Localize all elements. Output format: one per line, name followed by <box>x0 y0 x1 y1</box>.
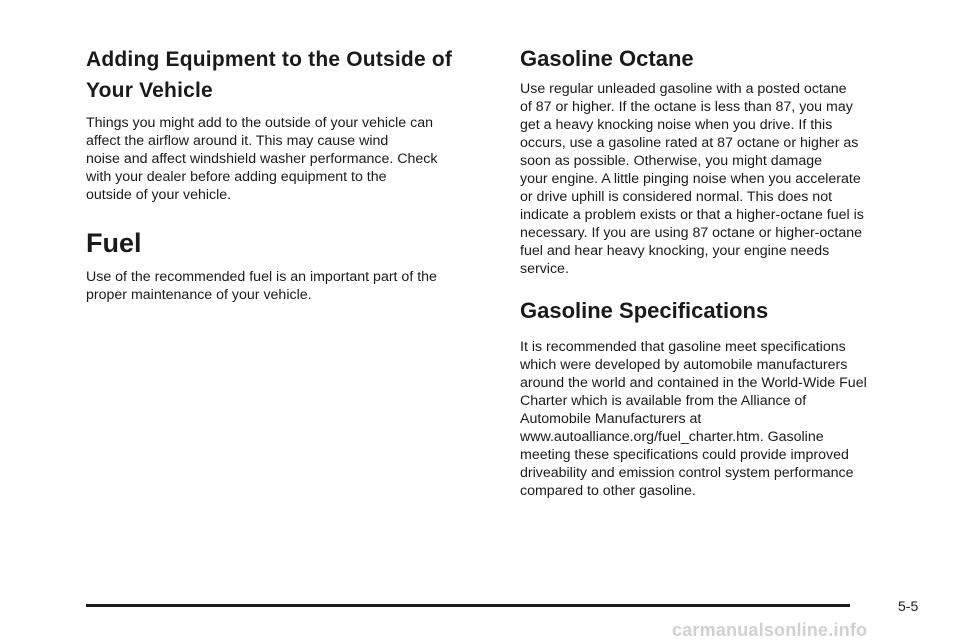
section-gasoline-octane <box>520 44 924 278</box>
right-column <box>520 44 924 500</box>
section-adding-equipment <box>86 44 494 204</box>
watermark: carmanualsonline.info <box>672 620 868 640</box>
left-column <box>86 44 494 304</box>
gasoline-octane-paragraph: Use regular unleaded gasoline with a posted octane of 87 or higher. If the octane is less than 87, you may get a heavy knocking noise when you drive. If this occurs, use a gasoline rated at 87 octane or higher as soon as possible. Otherwise, you might damage your engine. A little pinging noise when you accelerate or drive uphill is considered normal. This does not indicate a problem exists or that a higher-octane fuel is necessary. If you are using 87 octane or higher-octane fuel and hear heavy knocking, your engine needs service. <box>520 81 864 277</box>
fuel-paragraph: Use of the recommended fuel is an important part of the proper maintenance of your vehicle. <box>86 269 437 303</box>
gasoline-specifications-heading: Gasoline Specifications <box>520 298 769 323</box>
gasoline-specifications-paragraph: It is recommended that gasoline meet specifications which were developed by automobile manufacturers around the world and contained in the World-Wide Fuel Charter which is available from the Alliance of Automobile Manufacturers at www.autoalliance.org/fuel_charter.htm. Gasoline meeting these specifications could provide improved driveability and emission control system performance compared to other gasoline. <box>520 339 867 499</box>
fuel-heading: Fuel <box>86 228 142 258</box>
section-gasoline-specifications <box>520 296 924 500</box>
section-fuel <box>86 226 494 304</box>
footer-rule <box>86 604 850 607</box>
adding-equipment-heading: Adding Equipment to the Outside of Your Vehicle <box>86 48 453 102</box>
gasoline-octane-heading: Gasoline Octane <box>520 46 694 71</box>
page-number: 5-5 <box>898 598 919 614</box>
adding-equipment-paragraph: Things you might add to the outside of your vehicle can affect the airflow around it. This may cause wind noise and affect windshield washer performance. Check with your dealer before adding equipment to the outside of your vehicle. <box>86 115 438 203</box>
